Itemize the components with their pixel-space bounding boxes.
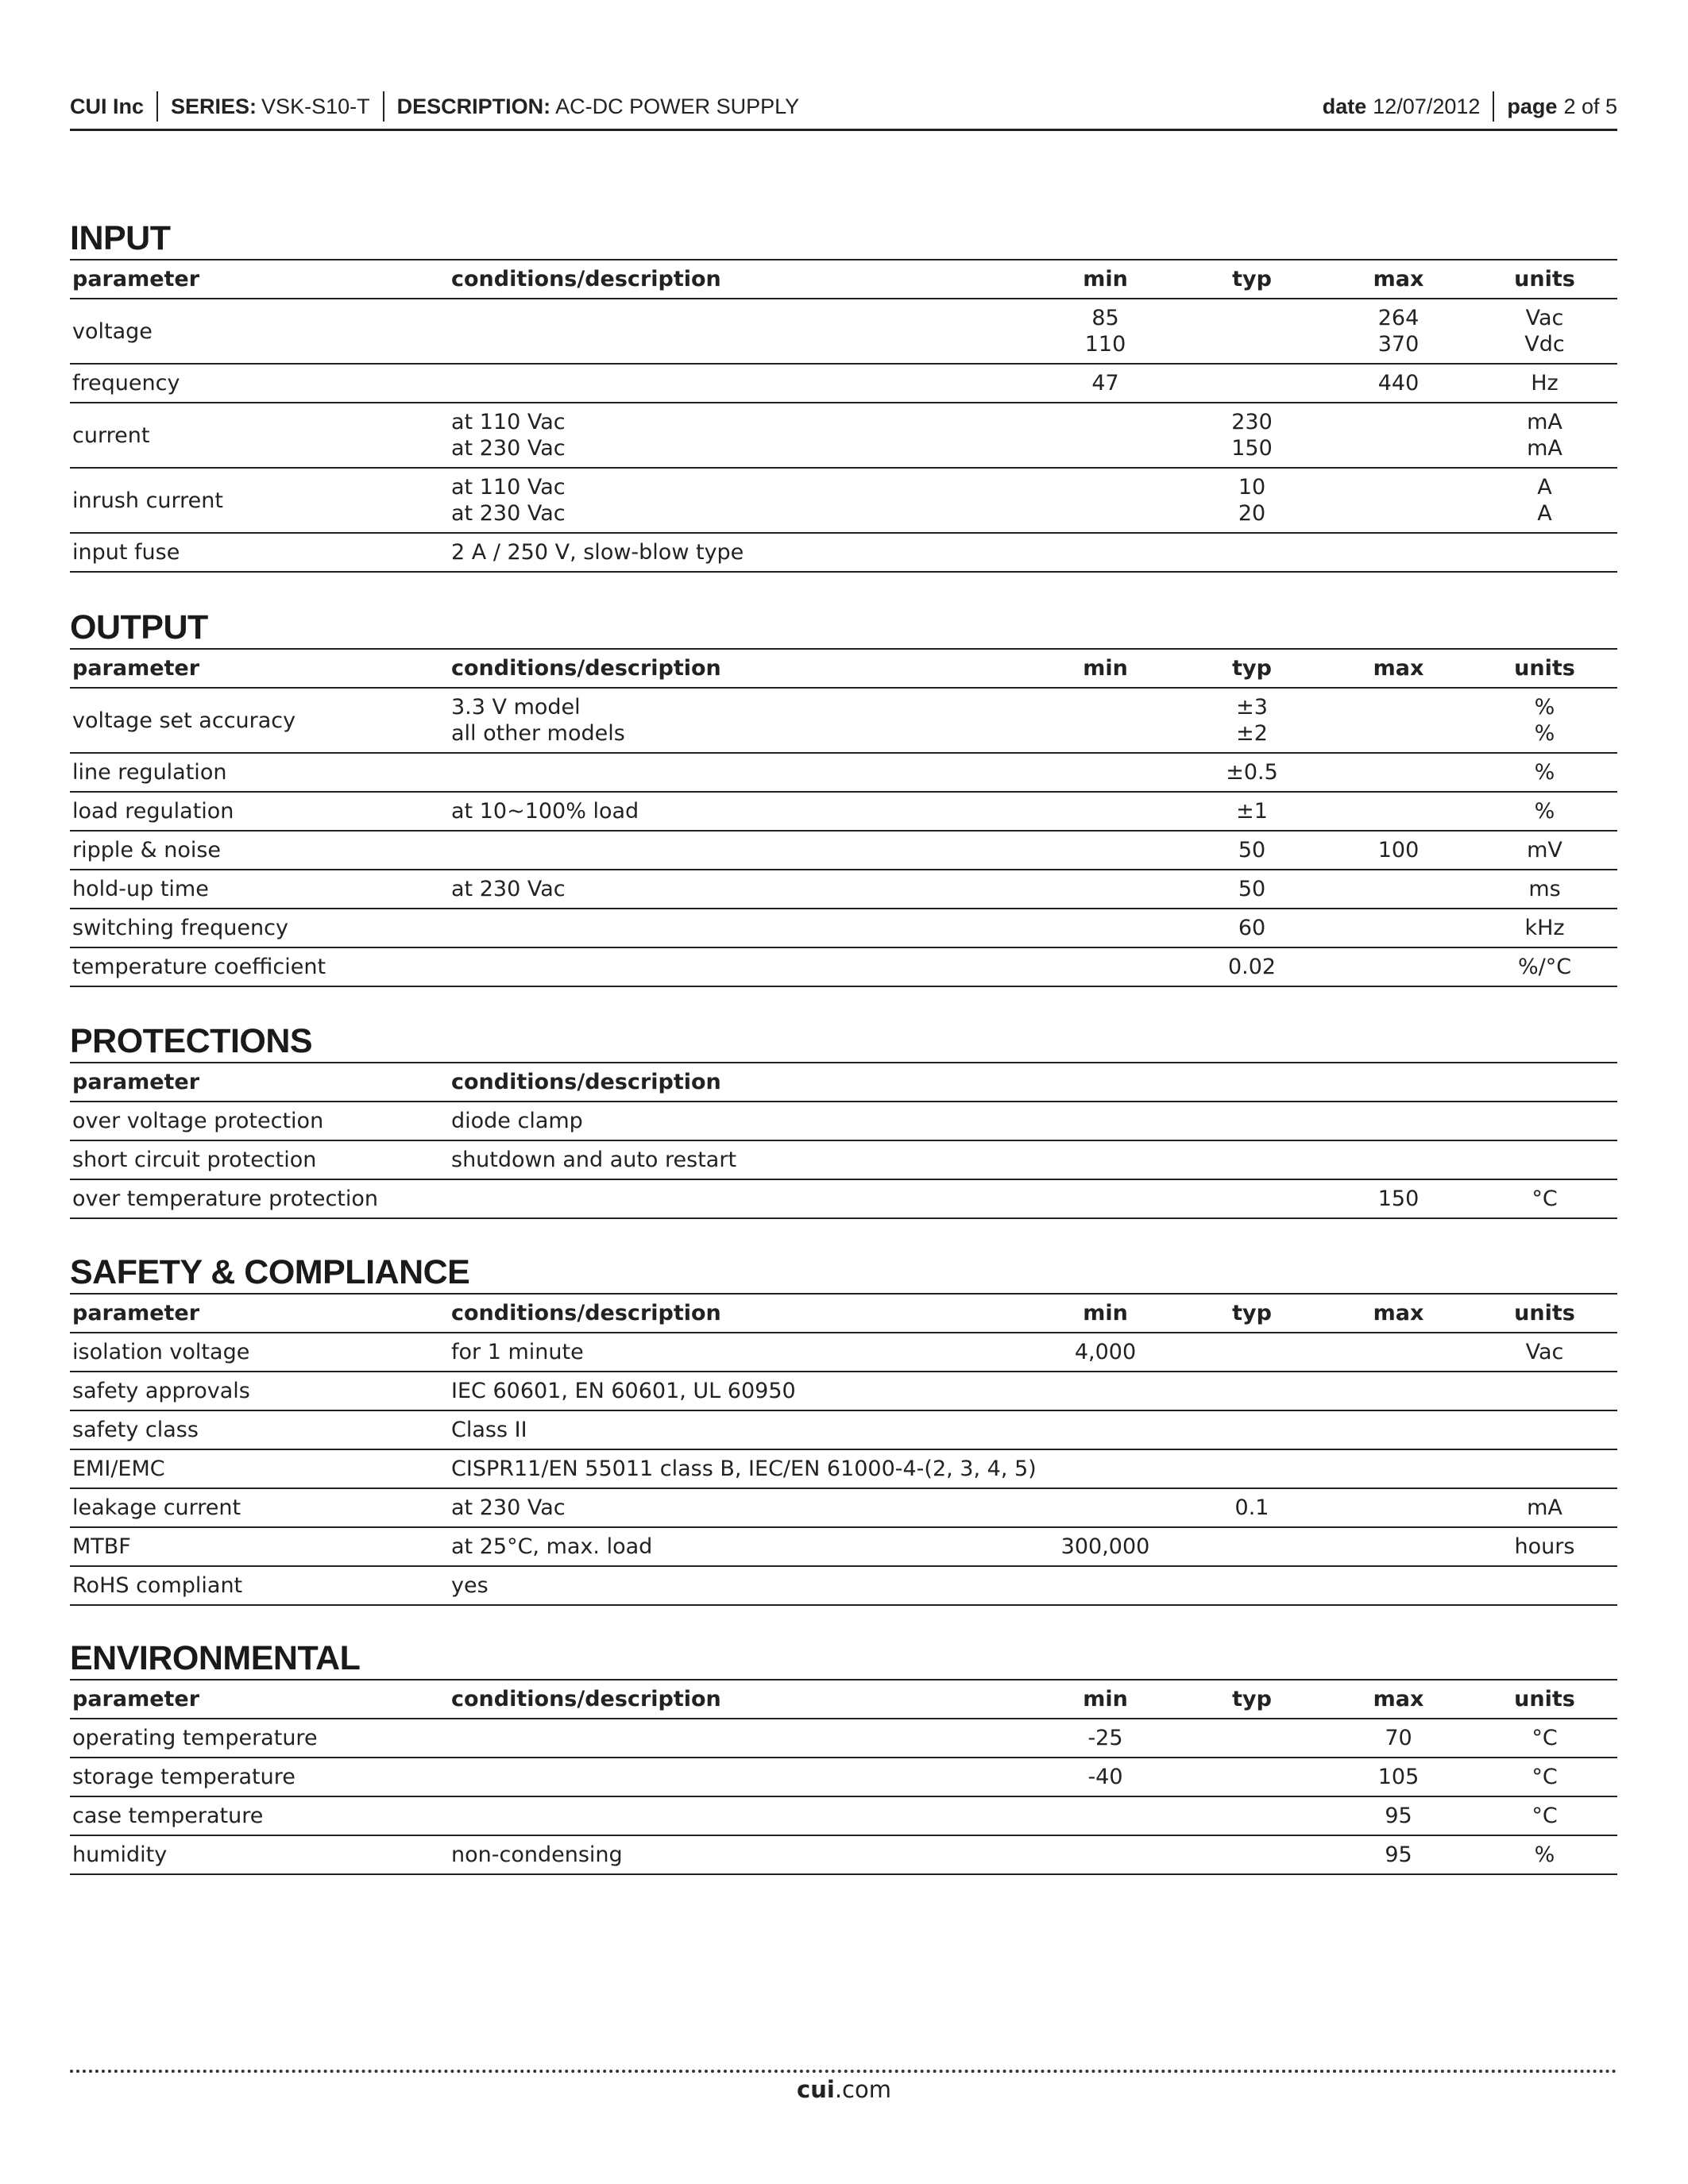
header-right <box>1323 91 1617 122</box>
table-row <box>70 468 1617 533</box>
cell-min <box>1032 1566 1179 1605</box>
cell-max <box>1325 1488 1472 1527</box>
cell-conditions <box>449 299 1032 364</box>
cell-min <box>1032 1372 1179 1410</box>
cell-line: 230 <box>1231 410 1273 434</box>
cell-max: 440 <box>1377 371 1420 396</box>
cell-max <box>1325 870 1472 909</box>
cell-conditions: CISPR11/EN 55011 class B, IEC/EN 61000-4-(2, 3, 4, 5) <box>451 1457 1037 1481</box>
cell-line: 20 <box>1238 501 1266 526</box>
cell-line: 370 <box>1377 332 1420 357</box>
section-title: OUTPUT <box>70 608 208 646</box>
series-value: VSK-S10-T <box>261 94 370 118</box>
cell-conditions <box>449 753 1032 792</box>
company-name: CUI Inc <box>70 94 145 118</box>
cell-parameter: line regulation <box>72 760 227 785</box>
header-divider <box>1493 91 1494 122</box>
cell-line: ±3 <box>1236 695 1268 720</box>
footer-rule <box>70 2070 1617 2073</box>
table-row <box>70 688 1617 753</box>
cell-parameter: operating temperature <box>72 1726 318 1750</box>
table-row <box>70 947 1617 986</box>
section-title: INPUT <box>70 219 171 257</box>
cell-typ: 0.1 <box>1234 1495 1269 1520</box>
cell-parameter: isolation voltage <box>72 1340 250 1364</box>
table-row <box>70 1140 1617 1179</box>
cell-max <box>1325 1140 1472 1179</box>
col-header-conditions: conditions/description <box>451 1070 721 1094</box>
cell-conditions <box>449 947 1032 986</box>
header-divider <box>383 91 384 122</box>
cell-max: 150 <box>1377 1187 1420 1211</box>
cell-line: mA <box>1527 410 1562 434</box>
col-header-max: max <box>1373 656 1424 681</box>
cell-line: 150 <box>1231 436 1273 461</box>
footer-domain-bold: cui <box>797 2076 835 2103</box>
date-label: date <box>1322 94 1367 118</box>
table-row <box>70 753 1617 792</box>
cell-line: 10 <box>1238 475 1266 500</box>
cell-typ <box>1179 299 1325 364</box>
table-header-row <box>70 1063 1617 1102</box>
cell-conditions <box>449 1719 1032 1758</box>
col-header-units: units <box>1514 267 1575 291</box>
cell-typ: 50 <box>1238 877 1266 901</box>
header-divider <box>156 91 158 122</box>
cell-max <box>1325 909 1472 947</box>
footer-domain-rest: .com <box>834 2076 891 2103</box>
col-header-max: max <box>1373 1301 1424 1325</box>
table-row <box>70 1796 1617 1835</box>
cell-typ: 60 <box>1238 916 1266 940</box>
cell-conditions <box>449 1796 1032 1835</box>
cell-min <box>1032 468 1179 533</box>
cell-units: Vac <box>1525 1340 1564 1364</box>
cell-line: A <box>1537 501 1552 526</box>
cell-conditions <box>449 468 1032 533</box>
cell-max <box>1325 1566 1472 1605</box>
cell-line: 3.3 V model <box>451 695 581 720</box>
table-row <box>70 299 1617 364</box>
spec-table <box>70 1679 1617 1875</box>
cell-parameter: storage temperature <box>72 1765 295 1789</box>
col-header-parameter: parameter <box>72 656 200 681</box>
cell-line: % <box>1534 695 1555 720</box>
cell-max <box>1325 468 1472 533</box>
cell-min: 47 <box>1091 371 1119 396</box>
cell-max <box>1325 688 1472 753</box>
cell-conditions: at 25°C, max. load <box>451 1534 653 1559</box>
cell-parameter: over temperature protection <box>72 1187 379 1211</box>
spec-table <box>70 648 1617 987</box>
cell-units: mV <box>1527 838 1562 862</box>
cell-typ: 50 <box>1238 838 1266 862</box>
header-rule <box>70 129 1617 131</box>
cell-typ <box>1179 1527 1325 1566</box>
cell-units: % <box>1534 799 1555 824</box>
cell-max <box>1325 1102 1472 1140</box>
cell-conditions: at 230 Vac <box>451 1495 566 1520</box>
cell-conditions <box>449 403 1032 468</box>
cell-units: °C <box>1532 1765 1558 1789</box>
table-row <box>70 1758 1617 1796</box>
cell-typ <box>1179 364 1325 403</box>
cell-min <box>1032 792 1179 831</box>
col-header-empty <box>1179 1063 1325 1102</box>
cell-parameter: frequency <box>72 371 180 396</box>
cell-max <box>1325 1449 1472 1488</box>
cell-typ <box>1179 1333 1325 1372</box>
table-row <box>70 1179 1617 1218</box>
cell-line: at 230 Vac <box>451 436 566 461</box>
cell-typ <box>1179 1758 1325 1796</box>
cell-typ: 0.02 <box>1227 955 1277 979</box>
cell-units <box>1472 1372 1617 1410</box>
col-header-max: max <box>1373 267 1424 291</box>
cell-min <box>1032 909 1179 947</box>
table-header-row <box>70 1680 1617 1719</box>
cell-parameter: current <box>72 423 150 448</box>
cell-max <box>1325 403 1472 468</box>
cell-conditions <box>449 364 1032 403</box>
spec-table <box>70 1062 1617 1219</box>
col-header-parameter: parameter <box>72 1687 200 1711</box>
date-value: 12/07/2012 <box>1373 94 1481 118</box>
cell-line: Vac <box>1525 306 1564 330</box>
table-header-row <box>70 649 1617 688</box>
page-label: page <box>1507 94 1558 118</box>
table-row <box>70 792 1617 831</box>
cell-units <box>1472 688 1617 753</box>
col-header-units: units <box>1514 1687 1575 1711</box>
table-row <box>70 1333 1617 1372</box>
cell-units <box>1472 299 1617 364</box>
cell-parameter: hold-up time <box>72 877 209 901</box>
cell-line: at 110 Vac <box>451 475 566 500</box>
cell-conditions: Class II <box>451 1418 527 1442</box>
cell-parameter: input fuse <box>72 540 180 565</box>
table-row <box>70 1102 1617 1140</box>
cell-min <box>1032 403 1179 468</box>
cell-units: Hz <box>1531 371 1559 396</box>
cell-units <box>1472 533 1617 572</box>
cell-conditions: non-condensing <box>451 1843 623 1867</box>
cell-units: hours <box>1514 1534 1575 1559</box>
cell-typ <box>1179 1796 1325 1835</box>
table-row <box>70 1449 1617 1488</box>
cell-max <box>1325 533 1472 572</box>
cell-min <box>1032 299 1179 364</box>
cell-max: 105 <box>1377 1765 1420 1789</box>
cell-parameter: case temperature <box>72 1804 264 1828</box>
section-title: ENVIRONMENTAL <box>70 1639 361 1677</box>
cell-max <box>1325 753 1472 792</box>
cell-parameter: short circuit protection <box>72 1148 317 1172</box>
cell-units: % <box>1534 1843 1555 1867</box>
col-header-units: units <box>1514 1301 1575 1325</box>
cell-max: 100 <box>1377 838 1420 862</box>
cell-max <box>1325 299 1472 364</box>
cell-typ <box>1179 403 1325 468</box>
cell-typ <box>1179 1719 1325 1758</box>
cell-min <box>1032 1410 1179 1449</box>
cell-conditions <box>449 909 1032 947</box>
safety-section <box>70 1250 1617 1606</box>
cell-max: 95 <box>1385 1804 1412 1828</box>
cell-parameter: over voltage protection <box>72 1109 324 1133</box>
cell-conditions <box>449 1758 1032 1796</box>
col-header-min: min <box>1083 656 1128 681</box>
col-header-min: min <box>1083 1301 1128 1325</box>
cell-max: 95 <box>1385 1843 1412 1867</box>
table-row <box>70 1410 1617 1449</box>
col-header-min: min <box>1083 1687 1128 1711</box>
col-header-conditions: conditions/description <box>451 1301 721 1325</box>
cell-typ: ±1 <box>1236 799 1268 824</box>
col-header-typ: typ <box>1232 656 1272 681</box>
cell-min <box>1032 1835 1179 1874</box>
table-row <box>70 870 1617 909</box>
cell-units: °C <box>1532 1804 1558 1828</box>
cell-parameter: EMI/EMC <box>72 1457 165 1481</box>
col-header-units: units <box>1514 656 1575 681</box>
col-header-conditions: conditions/description <box>451 1687 721 1711</box>
cell-min <box>1032 533 1179 572</box>
cell-line: mA <box>1527 436 1562 461</box>
cell-line: all other models <box>451 721 625 746</box>
cell-typ <box>1179 1449 1325 1488</box>
col-header-parameter: parameter <box>72 1070 200 1094</box>
cell-units <box>1472 1410 1617 1449</box>
cell-line: A <box>1537 475 1552 500</box>
table-row <box>70 1372 1617 1410</box>
cell-min: 4,000 <box>1074 1340 1137 1364</box>
cell-conditions: IEC 60601, EN 60601, UL 60950 <box>451 1379 796 1403</box>
cell-units <box>1472 403 1617 468</box>
cell-parameter: ripple & noise <box>72 838 222 862</box>
description-label: DESCRIPTION: <box>396 94 551 118</box>
table-row <box>70 533 1617 572</box>
cell-units: % <box>1534 760 1555 785</box>
cell-min <box>1032 870 1179 909</box>
cell-parameter: safety approvals <box>72 1379 250 1403</box>
cell-typ <box>1179 1140 1325 1179</box>
cell-parameter: RoHS compliant <box>72 1573 243 1598</box>
cell-parameter: temperature coefficient <box>72 955 326 979</box>
cell-units: kHz <box>1524 916 1565 940</box>
page-number: 2 of 5 <box>1563 94 1617 118</box>
cell-max <box>1325 792 1472 831</box>
cell-parameter: load regulation <box>72 799 234 824</box>
table-row <box>70 364 1617 403</box>
cell-units <box>1472 1449 1617 1488</box>
col-header-empty <box>1472 1063 1617 1102</box>
cell-units <box>1472 1102 1617 1140</box>
cell-typ <box>1179 1835 1325 1874</box>
table-row <box>70 1719 1617 1758</box>
cell-units <box>1472 468 1617 533</box>
table-row <box>70 1835 1617 1874</box>
cell-min <box>1032 1179 1179 1218</box>
cell-units: %/°C <box>1517 955 1572 979</box>
cell-max <box>1325 1333 1472 1372</box>
cell-parameter: voltage set accuracy <box>72 708 296 733</box>
cell-min <box>1032 831 1179 870</box>
cell-typ <box>1179 1372 1325 1410</box>
table-row <box>70 831 1617 870</box>
cell-max <box>1325 1527 1472 1566</box>
col-header-max: max <box>1373 1687 1424 1711</box>
cell-units: °C <box>1532 1187 1558 1211</box>
cell-parameter: leakage current <box>72 1495 241 1520</box>
cell-typ <box>1179 1566 1325 1605</box>
cell-conditions: 2 A / 250 V, slow-blow type <box>451 540 744 565</box>
footer <box>0 2076 1688 2103</box>
cell-line: % <box>1534 721 1555 746</box>
col-header-conditions: conditions/description <box>451 656 721 681</box>
cell-typ <box>1179 688 1325 753</box>
environmental-section <box>70 1636 1617 1875</box>
cell-parameter: safety class <box>72 1418 199 1442</box>
cell-line: Vdc <box>1524 332 1565 357</box>
page-header <box>70 89 1617 124</box>
protections-section <box>70 1019 1617 1219</box>
cell-line: at 110 Vac <box>451 410 566 434</box>
cell-line: 110 <box>1084 332 1126 357</box>
cell-parameter: switching frequency <box>72 916 288 940</box>
cell-conditions: at 230 Vac <box>451 877 566 901</box>
col-header-typ: typ <box>1232 267 1272 291</box>
input-section <box>70 216 1617 573</box>
cell-min <box>1032 1488 1179 1527</box>
cell-max <box>1325 947 1472 986</box>
cell-min <box>1032 753 1179 792</box>
col-header-typ: typ <box>1232 1301 1272 1325</box>
cell-parameter: humidity <box>72 1843 168 1867</box>
table-row <box>70 1566 1617 1605</box>
cell-typ <box>1179 1179 1325 1218</box>
cell-typ <box>1179 533 1325 572</box>
table-header-row <box>70 1294 1617 1333</box>
output-section <box>70 605 1617 987</box>
col-header-empty <box>1032 1063 1179 1102</box>
cell-conditions: yes <box>451 1573 489 1598</box>
col-header-min: min <box>1083 267 1128 291</box>
cell-conditions: at 10~100% load <box>451 799 639 824</box>
cell-parameter: inrush current <box>72 488 223 513</box>
cell-max <box>1325 1410 1472 1449</box>
section-title: PROTECTIONS <box>70 1022 313 1060</box>
cell-min: 300,000 <box>1060 1534 1150 1559</box>
cell-conditions: diode clamp <box>451 1109 583 1133</box>
cell-conditions <box>449 831 1032 870</box>
cell-typ <box>1179 468 1325 533</box>
cell-typ: ±0.5 <box>1226 760 1278 785</box>
cell-min: -25 <box>1087 1726 1123 1750</box>
cell-line: 264 <box>1377 306 1420 330</box>
cell-min <box>1032 1102 1179 1140</box>
cell-line: at 230 Vac <box>451 501 566 526</box>
cell-typ <box>1179 1410 1325 1449</box>
table-row <box>70 909 1617 947</box>
cell-min: -40 <box>1087 1765 1123 1789</box>
col-header-empty <box>1325 1063 1472 1102</box>
cell-line: 85 <box>1091 306 1119 330</box>
col-header-typ: typ <box>1232 1687 1272 1711</box>
cell-parameter: MTBF <box>72 1534 131 1559</box>
cell-conditions <box>449 1179 1032 1218</box>
cell-min <box>1032 1796 1179 1835</box>
table-row <box>70 1527 1617 1566</box>
spec-table <box>70 1293 1617 1606</box>
series-label: SERIES: <box>171 94 257 118</box>
cell-typ <box>1179 1102 1325 1140</box>
cell-parameter: voltage <box>72 318 153 344</box>
cell-conditions: shutdown and auto restart <box>451 1148 737 1172</box>
cell-units: ms <box>1528 877 1561 901</box>
cell-min <box>1032 1449 1179 1488</box>
description-value: AC-DC POWER SUPPLY <box>555 94 800 118</box>
col-header-parameter: parameter <box>72 267 200 291</box>
table-row <box>70 403 1617 468</box>
cell-units <box>1472 1566 1617 1605</box>
col-header-parameter: parameter <box>72 1301 200 1325</box>
cell-units: mA <box>1527 1495 1562 1520</box>
table-row <box>70 1488 1617 1527</box>
spec-table <box>70 259 1617 573</box>
cell-units: °C <box>1532 1726 1558 1750</box>
section-title: SAFETY & COMPLIANCE <box>70 1253 470 1291</box>
cell-min <box>1032 688 1179 753</box>
cell-max <box>1325 1372 1472 1410</box>
cell-max: 70 <box>1385 1726 1412 1750</box>
cell-units <box>1472 1140 1617 1179</box>
cell-line: ±2 <box>1236 721 1268 746</box>
cell-conditions <box>449 688 1032 753</box>
cell-min <box>1032 1140 1179 1179</box>
cell-conditions: for 1 minute <box>451 1340 584 1364</box>
cell-min <box>1032 947 1179 986</box>
table-header-row <box>70 260 1617 299</box>
col-header-conditions: conditions/description <box>451 267 721 291</box>
